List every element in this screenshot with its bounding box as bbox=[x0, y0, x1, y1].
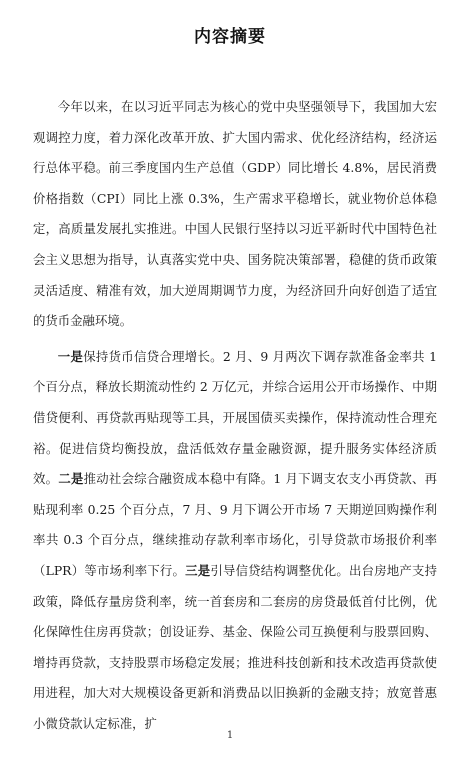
keyword-first: 一是 bbox=[57, 348, 84, 364]
keyword-second: 二是 bbox=[58, 471, 84, 487]
measure-second-text: 推动社会综合融资成本稳中有降。1 月下调支农支小再贷款、再贴现利率 0.25 个百分点，7 月、9 月下调公开市场 7 天期逆回购操作利率共 0.3 个百分点，继续推动存款利率市场化，引导贷款市场报价利率（LPR）等市场利率下行。 bbox=[33, 471, 438, 578]
measure-first-text: 保持货币信贷合理增长。2 月、9 月两次下调存款准备金率共 1 个百分点，释放长期流动性约 2 万亿元，并综合运用公开市场操作、中期借贷便利、再贷款再贴现等工具，开展国债买卖操作，保持流动性合理充裕。促进信贷均衡投放，盘活低效存量金融资源，提升服务实体经济质效。 bbox=[33, 348, 438, 487]
paragraph-intro: 今年以来，在以习近平同志为核心的党中央坚强领导下，我国加大宏观调控力度，着力深化改革开放、扩大国内需求、优化经济结构，经济运行总体平稳。前三季度国内生产总值（GDP）同比增长 4.8%，居民消费价格指数（CPI）同比上涨 0.3%，生产需求平稳增长，就业物价总体稳定，高质量发展扎实推进。中国人民银行坚持以习近平新时代中国特色社会主义思想为指导，认真落实党中央、国务院决策部署，稳健的货币政策灵活适度、精准有效，加大逆周期调节力度，为经济回升向好创造了适宜的货币金融环境。 bbox=[33, 99, 437, 329]
keyword-third: 三是 bbox=[185, 562, 211, 578]
page-number: 1 bbox=[226, 730, 234, 741]
measure-third-text: 引导信贷结构调整优化。出台房地产支持政策，降低存量房贷利率，统一首套房和二套房的房贷最低首付比例，优化保障性住房再贷款；创设证券、基金、保险公司互换便利与股票回购、增持再贷款，支持股票市场稳定发展；推进科技创新和技术改造再贷款使用进程，加大对大规模设备更新和消费品以旧换新的金融支持；放宽普惠小微贷款认定标准，扩 bbox=[33, 562, 438, 731]
paragraph-measures bbox=[33, 342, 437, 740]
page-title: 内容摘要 bbox=[194, 27, 266, 47]
document-body bbox=[33, 92, 437, 744]
